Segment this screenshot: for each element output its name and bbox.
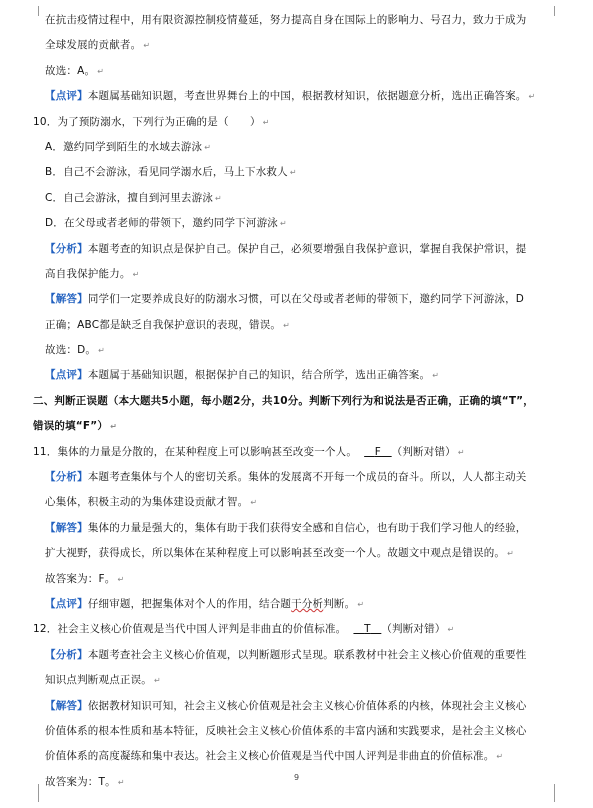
crop-mark-bottom-right bbox=[554, 784, 565, 802]
answer-tag: 【解答】 bbox=[45, 293, 88, 306]
text-line: 价值体系的根本性质和基本特征，反映社会主义核心价值体系的丰富内涵和实践要求，是社会主义核心 bbox=[45, 724, 527, 737]
answer-blank: F bbox=[374, 445, 382, 458]
analysis-tag: 【分析】 bbox=[45, 471, 88, 484]
section-heading-cont: 错误的填“F”） ↵ bbox=[33, 420, 117, 433]
analysis-tag: 【分析】 bbox=[45, 648, 88, 661]
text-line: 高自我保护能力。 ↵ bbox=[45, 267, 140, 280]
option-d: D．在父母或者老师的带领下，邀约同学下河游泳 ↵ bbox=[45, 217, 287, 230]
document-body bbox=[33, 8, 555, 795]
comment-tag: 【点评】 bbox=[45, 90, 88, 103]
question-12: 12．社会主义核心价值观是当代中国人评判是非曲直的价值标准。 T （判断对错） ↵ bbox=[33, 623, 455, 636]
answer-blank: T bbox=[364, 623, 371, 636]
answer-line: 【解答】同学们一定要养成良好的防溺水习惯，可以在父母或者老师的带领下，邀约同学下河游泳，D bbox=[45, 293, 525, 306]
answer-line: 【解答】依据教材知识可知，社会主义核心价值观是社会主义核心价值体系的内核，体现社会主义核心 bbox=[45, 699, 527, 712]
text-line: 正确；ABC都是缺乏自我保护意识的表现，错误。 ↵ bbox=[45, 318, 291, 331]
analysis-line: 【分析】本题考查社会主义核心价值观，以判断题形式呈现。联系教材中社会主义核心价值观的重要性 bbox=[45, 648, 527, 661]
text-line: 在抗击疫情过程中，用有限资源控制疫情蔓延，努力提高自身在国际上的影响力、号召力，致力于成为 bbox=[45, 14, 527, 26]
comment-line: 【点评】仔细审题，把握集体对个人的作用，结合题干分析判断。 ↵ bbox=[45, 597, 365, 610]
text-line: 扩大视野，获得成长，所以集体在某种程度上可以影响甚至改变一个人。故题文中观点是错误的。 ↵ bbox=[45, 547, 515, 560]
page-number: 9 bbox=[293, 773, 300, 782]
text-line: 知识点判断观点正误。 ↵ bbox=[45, 674, 161, 687]
spellcheck-squiggle: 干分析 bbox=[291, 597, 324, 610]
option-b: B．自己不会游泳，看见同学溺水后，马上下水救人 ↵ bbox=[45, 166, 297, 179]
text-line: 故答案为：T。 ↵ bbox=[45, 775, 125, 788]
comment-tag: 【点评】 bbox=[45, 597, 88, 610]
analysis-tag: 【分析】 bbox=[45, 242, 88, 255]
comment-line: 【点评】本题属基础知识题，考查世界舞台上的中国，根据教材知识，依据题意分析，选出正确答案。 ↵ bbox=[45, 90, 536, 103]
comment-line: 【点评】本题属于基础知识题，根据保护自己的知识，结合所学，选出正确答案。 ↵ bbox=[45, 369, 440, 382]
crop-mark-top-right bbox=[554, 6, 565, 16]
option-a: A．邀约同学到陌生的水域去游泳 ↵ bbox=[45, 140, 212, 153]
text-line: 故选：D。 ↵ bbox=[45, 344, 105, 357]
answer-tag: 【解答】 bbox=[45, 699, 88, 712]
option-c: C．自己会游泳，擅自到河里去游泳 ↵ bbox=[45, 191, 222, 204]
answer-tag: 【解答】 bbox=[45, 521, 88, 534]
analysis-line: 【分析】本题考查的知识点是保护自己。保护自己，必须要增强自我保护意识，掌握自我保护常识，提 bbox=[45, 242, 527, 255]
text-line: 全球发展的贡献者。 ↵ bbox=[45, 39, 151, 52]
text-line: 价值体系的高度凝练和集中表达。社会主义核心价值观是当代中国人评判是非曲直的价值标准。 ↵ bbox=[45, 750, 504, 763]
section-heading: 二、判断正误题（本大题共5小题，每小题2分，共10分。判断下列行为和说法是否正确，正确的填“T”， bbox=[33, 394, 534, 407]
text-line: 故选：A。 ↵ bbox=[45, 64, 105, 77]
analysis-line: 【分析】本题考查集体与个人的密切关系。集体的发展离不开每一个成员的奋斗。所以，人人都主动关 bbox=[45, 471, 527, 484]
text-line: 故答案为：F。 ↵ bbox=[45, 572, 125, 585]
question-10: 10．为了预防溺水，下列行为正确的是（ ） ↵ bbox=[33, 115, 270, 128]
text-line: 心集体，积极主动的为集体建设贡献才智。 ↵ bbox=[45, 496, 258, 509]
question-11: 11．集体的力量是分散的，在某种程度上可以影响甚至改变一个人。 F （判断对错） ↵ bbox=[33, 445, 465, 458]
answer-line: 【解答】集体的力量是强大的，集体有助于我们获得安全感和自信心，也有助于我们学习他人的经验， bbox=[45, 521, 527, 534]
comment-tag: 【点评】 bbox=[45, 369, 88, 382]
